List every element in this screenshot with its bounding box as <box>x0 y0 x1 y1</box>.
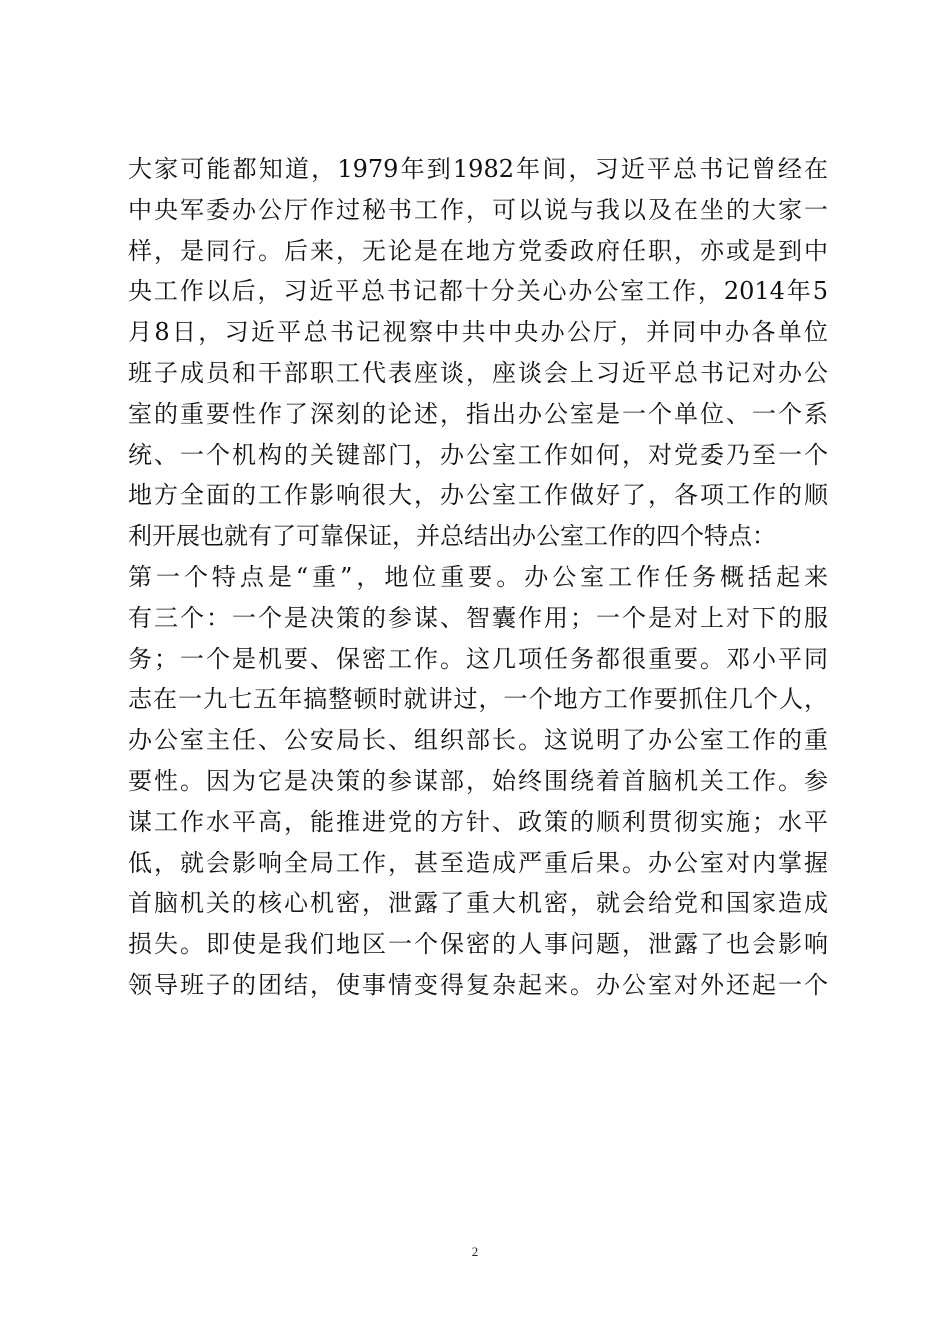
text-line: 样，是同行。后来，无论是在地方党委政府任职，亦或是到中 <box>128 236 828 265</box>
text-line: 央工作以后，习近平总书记都十分关心办公室工作，2014年5 <box>128 277 828 306</box>
text-line: 班子成员和干部职工代表座谈，座谈会上习近平总书记对办公 <box>128 358 828 387</box>
page-number: 2 <box>471 1244 479 1259</box>
text-line: 统、一个机构的关键部门，办公室工作如何，对党委乃至一个 <box>128 440 828 469</box>
text-line: 大家可能都知道，1979年到1982年间，习近平总书记曾经在 <box>128 155 828 183</box>
text-line: 中央军委办公厅作过秘书工作，可以说与我以及在坐的大家一 <box>128 195 828 224</box>
text-line: 办公室主任、公安局长、组织部长。这说明了办公室工作的重 <box>128 726 828 755</box>
text-line: 月8日，习近平总书记视察中共中央办公厅，并同中办各单位 <box>128 318 828 347</box>
text-line: 务；一个是机要、保密工作。这几项任务都很重要。邓小平同 <box>128 644 828 673</box>
text-line: 志在一九七五年搞整顿时就讲过，一个地方工作要抓住几个人， <box>128 685 828 714</box>
text-line: 低，就会影响全局工作，甚至造成严重后果。办公室对内掌握 <box>128 848 828 877</box>
text-line: 地方全面的工作影响很大，办公室工作做好了，各项工作的顺 <box>128 481 828 510</box>
body-text <box>128 149 828 1006</box>
text-line: 领导班子的团结，使事情变得复杂起来。办公室对外还起一个 <box>128 970 828 999</box>
text-line: 第一个特点是“重”，地位重要。办公室工作任务概括起来 <box>128 562 828 591</box>
text-line: 利开展也就有了可靠保证，并总结出办公室工作的四个特点： <box>128 522 776 551</box>
text-line: 要性。因为它是决策的参谋部，始终围绕着首脑机关工作。参 <box>128 766 828 795</box>
text-line: 室的重要性作了深刻的论述，指出办公室是一个单位、一个系 <box>128 399 828 428</box>
text-line: 有三个：一个是决策的参谋、智囊作用；一个是对上对下的服 <box>128 603 828 632</box>
text-line: 首脑机关的核心机密，泄露了重大机密，就会给党和国家造成 <box>128 889 828 918</box>
text-line: 损失。即使是我们地区一个保密的人事问题，泄露了也会影响 <box>128 930 828 959</box>
text-line: 谋工作水平高，能推进党的方针、政策的顺利贯彻实施；水平 <box>128 807 828 836</box>
